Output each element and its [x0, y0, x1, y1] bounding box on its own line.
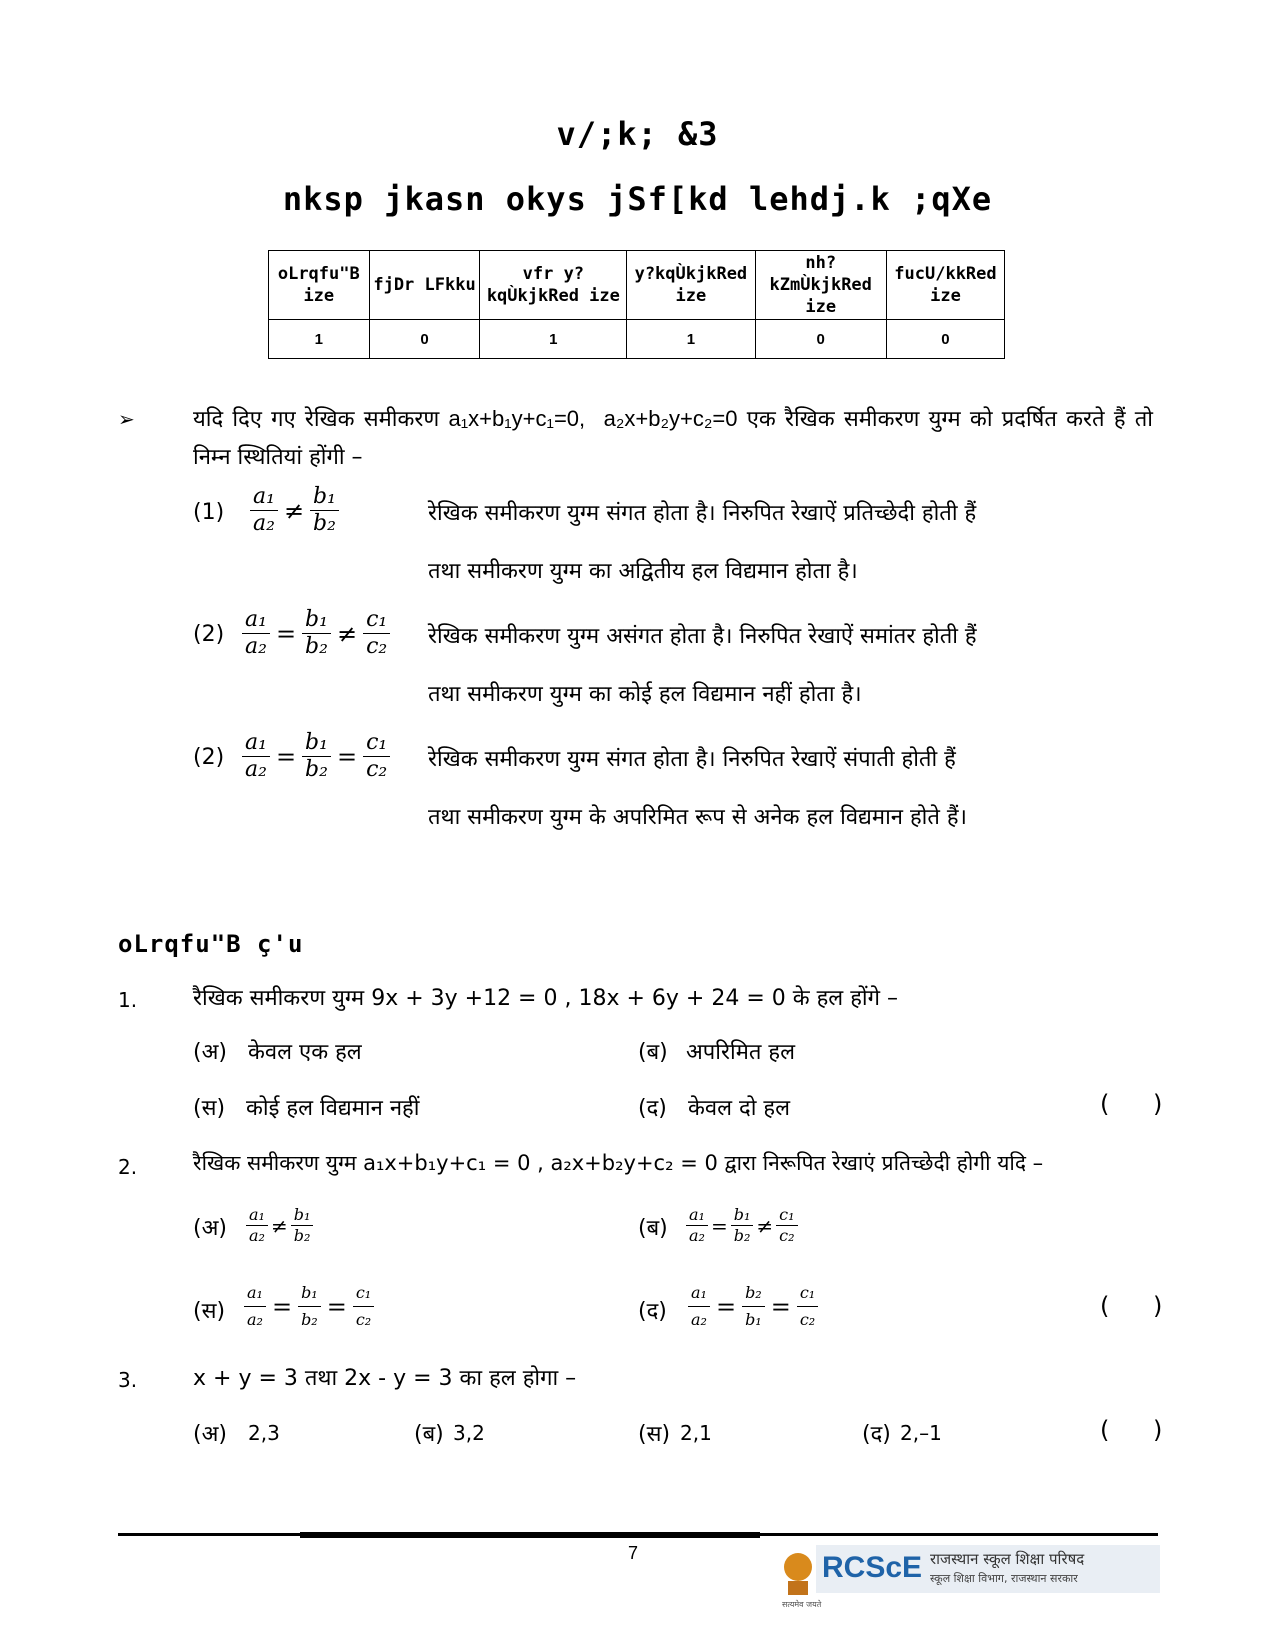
condition-description: तथा समीकरण युग्म का कोई हल विद्यमान नहीं होता है। [428, 682, 862, 707]
fraction-numerator: a₁ [688, 1280, 710, 1307]
option-label: (स) [638, 1422, 671, 1447]
option-text[interactable]: कोई हल विद्यमान नहीं [246, 1096, 420, 1121]
fraction-numerator: b₁ [302, 730, 331, 757]
fraction-denominator: c₂ [366, 757, 388, 782]
fraction-denominator: c₂ [779, 1226, 795, 1245]
condition-description: रेखिक समीकरण युग्म संगत होता है। निरुपित रेखाऐं प्रतिच्छेदी होती हैं [428, 501, 977, 526]
equal-sign: = [271, 1292, 293, 1321]
question-text: x + y = 3 तथा 2x - y = 3 का हल होगा – [193, 1366, 577, 1391]
option-text[interactable]: अपरिमित हल [686, 1040, 795, 1065]
section-heading: oLrqfu"B ç'u [118, 930, 304, 958]
not-equal-sign: ≠ [756, 1213, 774, 1238]
condition-description: रेखिक समीकरण युग्म असंगत होता है। निरुपित रेखाऐं समांतर होती हैं [428, 624, 977, 649]
fraction-denominator: b₂ [313, 511, 336, 536]
equal-sign: = [326, 1292, 347, 1321]
answer-box[interactable]: ( ) [1100, 1090, 1181, 1118]
intro-text: यदि दिए गए रेखिक समीकरण [193, 407, 449, 432]
fraction-numerator: b₁ [731, 1205, 754, 1226]
option-formula[interactable] [246, 1205, 313, 1246]
table-cell: 1 [627, 320, 755, 359]
equal-sign: = [715, 1292, 737, 1321]
equal-sign: = [710, 1213, 728, 1238]
equal-sign: = [275, 619, 297, 648]
not-equal-sign: ≠ [283, 496, 305, 525]
condition-formula [250, 484, 339, 537]
option-text[interactable]: 2,1 [680, 1421, 712, 1445]
table-header: y?kqÙkjkRed ize [627, 251, 755, 320]
option-label: (अ) [193, 1040, 227, 1065]
option-label: (द) [862, 1422, 891, 1447]
table-cell: 1 [269, 320, 370, 359]
intro-text: एक रैखिक समीकरण युग्म को प्रदर्षित करते हैं तो निम्न स्थितियां होंगी – [193, 407, 1153, 470]
chapter-number: v/;k; &3 [556, 115, 719, 153]
fraction-numerator: b₁ [291, 1205, 314, 1226]
footer-divider-thick [300, 1532, 760, 1538]
page-number: 7 [628, 1543, 639, 1563]
table-header: nh?kZmÙkjkRed ize [755, 251, 886, 320]
fraction-denominator: b₂ [293, 1226, 311, 1245]
fraction-numerator: a₁ [686, 1205, 708, 1226]
table-header: vfr y?kqÙkjkRed ize [480, 251, 627, 320]
fraction-numerator: c₁ [797, 1280, 818, 1307]
option-label: (स) [193, 1299, 226, 1324]
org-name: राजस्थान स्कूल शिक्षा परिषद [930, 1550, 1085, 1568]
not-equal-sign: ≠ [336, 619, 358, 648]
table-cell: 0 [886, 320, 1004, 359]
equal-sign: = [770, 1292, 791, 1321]
chapter-title: nksp jkasn okys jSf[kd lehdj.k ;qXe [282, 180, 993, 218]
fraction-denominator: a₂ [691, 1310, 707, 1329]
fraction-denominator: c₂ [355, 1310, 372, 1329]
fraction-denominator: a₂ [247, 1310, 263, 1329]
logo-text: RCScE [822, 1551, 923, 1584]
question-text: रैखिक समीकरण युग्म 9x + 3y +12 = 0 , 18x + 6y + 24 = 0 के हल होंगे – [193, 986, 898, 1011]
fraction-denominator: c₂ [366, 634, 388, 659]
equal-sign: = [336, 742, 358, 771]
condition-description: रेखिक समीकरण युग्म संगत होता है। निरुपित रेखाऐं संपाती होती हैं [428, 747, 956, 772]
option-label: (ब) [414, 1422, 444, 1447]
condition-formula [242, 730, 390, 783]
option-text[interactable]: 2,3 [248, 1421, 280, 1445]
condition-number: (2) [193, 622, 225, 647]
question-number: 1. [118, 988, 138, 1012]
condition-number: (2) [193, 745, 225, 770]
option-formula[interactable] [686, 1205, 798, 1246]
fraction-numerator: a₁ [242, 730, 270, 757]
table-header-row [269, 251, 1005, 320]
fraction-denominator: a₂ [249, 1226, 265, 1245]
fraction-numerator: a₁ [246, 1205, 268, 1226]
fraction-denominator: a₂ [689, 1226, 705, 1245]
option-label: (ब) [638, 1216, 668, 1241]
condition-description: तथा समीकरण युग्म का अद्वितीय हल विद्यमान होता है। [428, 559, 858, 584]
fraction-numerator: a₁ [242, 607, 270, 634]
condition-number: (1) [193, 500, 225, 525]
question-number: 3. [118, 1368, 138, 1392]
condition-formula [242, 607, 390, 660]
table-cell: 0 [369, 320, 480, 359]
option-label: (ब) [638, 1040, 668, 1065]
option-text[interactable]: 2,–1 [900, 1421, 942, 1445]
fraction-denominator: b₂ [305, 757, 328, 782]
answer-box[interactable]: ( ) [1100, 1292, 1181, 1320]
option-text[interactable]: केवल एक हल [248, 1040, 362, 1065]
fraction-numerator: b₂ [742, 1280, 765, 1307]
equal-sign: = [275, 742, 297, 771]
rcsce-logo [780, 1545, 1160, 1609]
table-header: fucU/kkRed ize [886, 251, 1004, 320]
option-label: (स) [193, 1096, 226, 1121]
table-cell: 1 [480, 320, 627, 359]
option-formula[interactable] [688, 1280, 818, 1333]
fraction-numerator: b₁ [310, 484, 339, 511]
option-text[interactable]: 3,2 [453, 1421, 485, 1445]
question-number: 2. [118, 1155, 138, 1179]
fraction-denominator: b₂ [305, 634, 328, 659]
fraction-denominator: b₂ [301, 1310, 318, 1329]
fraction-numerator: a₁ [244, 1280, 266, 1307]
fraction-denominator: b₁ [745, 1310, 762, 1329]
fraction-numerator: c₁ [353, 1280, 374, 1307]
fraction-numerator: c₁ [363, 607, 390, 634]
equation-1: a₁x+b₁y+c₁=0, [448, 406, 586, 431]
equation-2: a₂x+b₂y+c₂=0 [603, 406, 738, 431]
not-equal-sign: ≠ [270, 1213, 288, 1238]
table-header: oLrqfu"B ize [269, 251, 370, 320]
table-row [269, 320, 1005, 359]
fraction-numerator: b₁ [298, 1280, 321, 1307]
option-label: (द) [638, 1299, 667, 1324]
fraction-numerator: c₁ [776, 1205, 797, 1226]
bullet-arrow-icon: ➢ [118, 407, 135, 431]
option-formula[interactable] [244, 1280, 374, 1333]
fraction-denominator: c₂ [799, 1310, 816, 1329]
option-label: (अ) [193, 1216, 227, 1241]
option-label: (द) [638, 1096, 667, 1121]
fraction-denominator: a₂ [253, 511, 275, 536]
question-text: रैखिक समीकरण युग्म a₁x+b₁y+c₁ = 0 , a₂x+b₂y+c₂ = 0 द्वारा निरूपित रेखाएं प्रतिच्छेदी होगी यदि – [193, 1151, 1044, 1175]
answer-box[interactable]: ( ) [1100, 1416, 1181, 1444]
marks-distribution-table [268, 250, 1005, 359]
option-text[interactable]: केवल दो हल [688, 1096, 791, 1121]
svg-text:सत्यमेव जयते: सत्यमेव जयते [782, 1600, 822, 1609]
condition-description: तथा समीकरण युग्म के अपरिमित रूप से अनेक हल विद्यमान होते हैं। [428, 805, 967, 830]
org-subtitle: स्कूल शिक्षा विभाग, राजस्थान सरकार [930, 1572, 1078, 1585]
fraction-numerator: c₁ [363, 730, 390, 757]
table-cell: 0 [755, 320, 886, 359]
intro-paragraph [193, 400, 1153, 477]
fraction-numerator: a₁ [250, 484, 278, 511]
fraction-numerator: b₁ [302, 607, 331, 634]
fraction-denominator: a₂ [245, 757, 267, 782]
fraction-denominator: a₂ [245, 634, 267, 659]
fraction-denominator: b₂ [733, 1226, 751, 1245]
table-header: fjDr LFkku [369, 251, 480, 320]
option-label: (अ) [193, 1422, 227, 1447]
